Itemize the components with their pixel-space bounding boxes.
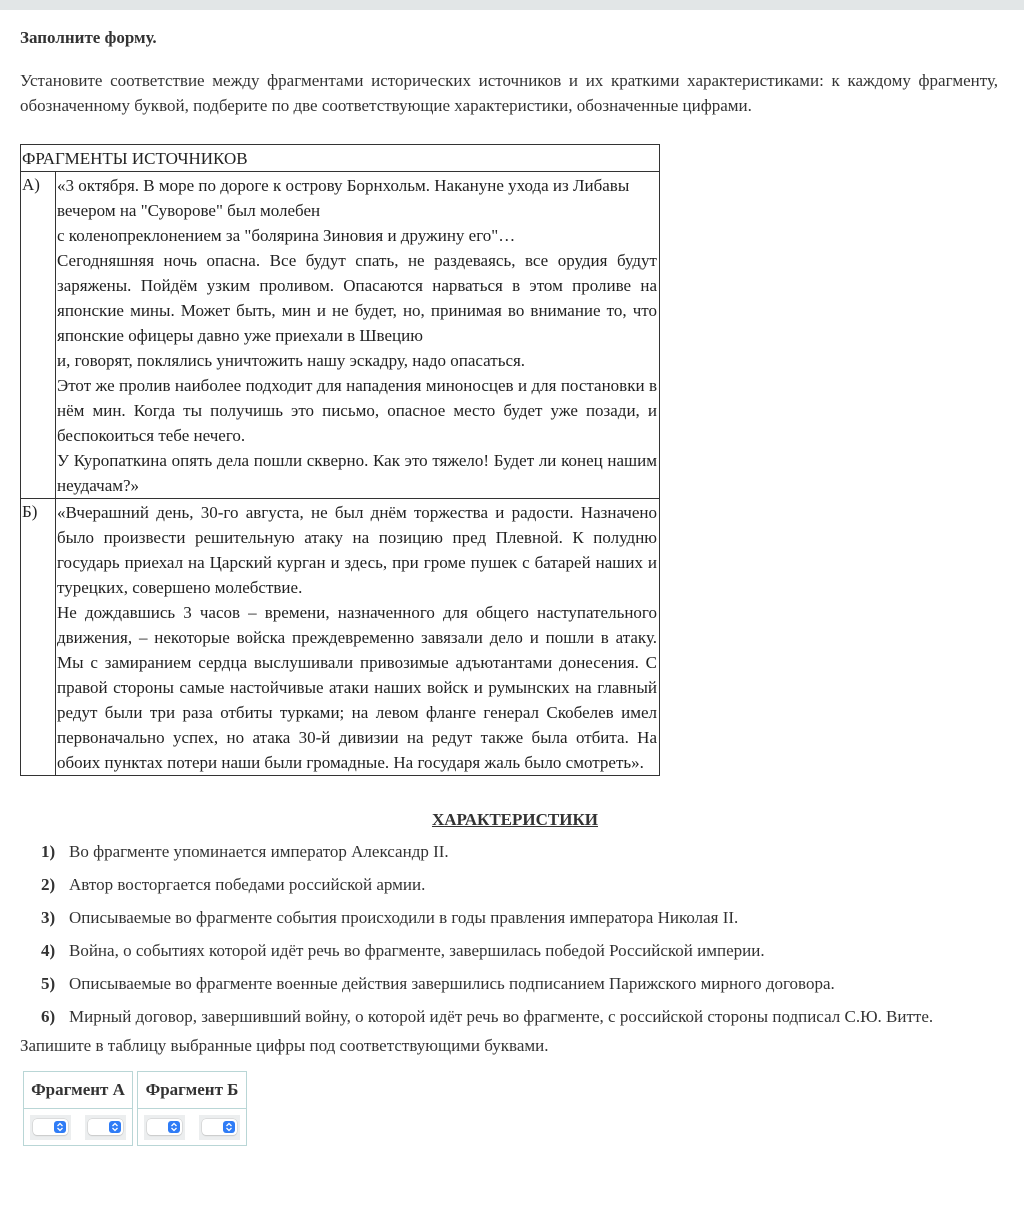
- item-text: Описываемые во фрагменте военные действия завершились подписанием Парижского мирного договора.: [69, 974, 835, 993]
- fragment-a-select-1[interactable]: [33, 1119, 68, 1135]
- select-stepper-icon: [223, 1121, 235, 1133]
- fragment-a-select-2[interactable]: [88, 1119, 123, 1135]
- source-paragraph: «Вчерашний день, 30-го августа, не был днём торжества и радости. Назначено было произвести решительную атаку на позицию пред Плевной. К полудню государь приехал на Царский курган и здесь, при громе пушек с батарей наших и турецких, совершено молебствие.: [57, 503, 657, 597]
- source-text: [56, 172, 660, 499]
- fragment-b-select-2[interactable]: [202, 1119, 237, 1135]
- source-paragraph: У Куропаткина опять дела пошли скверно. Как это тяжело! Будет ли конец нашим неудачам?»: [57, 451, 657, 495]
- answer-column-header: Фрагмент А: [24, 1072, 133, 1109]
- source-row-a: [21, 172, 660, 499]
- source-paragraph: Сегодняшняя ночь опасна. Все будут спать, не раздеваясь, все орудия будут заряжены. Пойдём узким проливом. Опасаются нарваться в этом проливе на японские мины. Может быть, мин и не будет, но, принимая во внимание то, что японские офицеры давно уже приехали в Швецию: [57, 251, 657, 345]
- form-content: [0, 27, 1024, 1146]
- item-number: 4): [41, 941, 56, 960]
- source-paragraph: Не дождавшись 3 часов – времени, назначенного для общего наступательного движения, – некоторые войска преждевременно завязали дело и пошли в атаку. Мы с замиранием сердца выслушивали привозимые адъютантами донесения. С правой стороны самые настойчивые атаки наших войск и румынских на главный редут были три раза отбиты турками; на левом фланге генерал Скобелев имел первоначально успех, но атака 30-й дивизии на редут также была отбита. На обоих пунктах потери наши были громадные. На государя жаль было смотреть».: [57, 603, 657, 772]
- source-paragraph: Этот же пролив наиболее подходит для нападения миноносцев и для постановки в нём мин. Когда ты получишь это письмо, опасное место будет уже позади, и беспокоиться тебе нечего.: [57, 376, 657, 445]
- fragment-b-select-1[interactable]: [147, 1119, 182, 1135]
- characteristic-item: [41, 1006, 998, 1028]
- form-title: Заполните форму.: [20, 28, 157, 47]
- source-row-b: [21, 499, 660, 776]
- item-number: 6): [41, 1007, 56, 1026]
- top-bar: [0, 0, 1024, 10]
- answer-instruction: Запишите в таблицу выбранные цифры под соответствующими буквами.: [20, 1036, 549, 1055]
- source-text: [56, 499, 660, 776]
- source-letter: Б): [21, 499, 56, 776]
- item-text: Описываемые во фрагменте события происходили в годы правления императора Николая II.: [69, 908, 739, 927]
- sources-table-header: ФРАГМЕНТЫ ИСТОЧНИКОВ: [21, 145, 660, 172]
- answer-table-fragment-b: [137, 1071, 247, 1146]
- task-instruction: Установите соответствие между фрагментами исторических источников и их краткими характеристиками: к каждому фрагменту, обозначенному буквой, подберите по две соответствующие характеристики, обозначенные цифрами.: [20, 71, 998, 115]
- answer-column-header: Фрагмент Б: [138, 1072, 247, 1109]
- select-stepper-icon: [109, 1121, 121, 1133]
- item-number: 5): [41, 974, 56, 993]
- characteristic-item: [41, 973, 998, 995]
- source-paragraph: и, говорят, поклялись уничтожить нашу эскадру, надо опасаться.: [57, 351, 526, 370]
- characteristics-title: ХАРАКТЕРИСТИКИ: [431, 810, 599, 829]
- item-text: Мирный договор, завершивший войну, о которой идёт речь во фрагменте, с российской стороны подписал С.Ю. Витте.: [69, 1007, 934, 1026]
- item-number: 1): [41, 842, 56, 861]
- item-number: 2): [41, 875, 56, 894]
- item-text: Война, о событиях которой идёт речь во фрагменте, завершилась победой Российской империи.: [69, 941, 765, 960]
- select-stepper-icon: [54, 1121, 66, 1133]
- characteristic-item: [41, 841, 998, 863]
- source-paragraph: «3 октября. В море по дороге к острову Борнхольм. Накануне ухода из Либавы вечером на "Суворове" был молебен: [57, 176, 630, 220]
- item-number: 3): [41, 908, 56, 927]
- sources-table: [20, 144, 660, 776]
- characteristic-item: [41, 940, 998, 962]
- characteristic-item: [41, 907, 998, 929]
- characteristics-list: [41, 841, 998, 1028]
- answer-tables: [23, 1071, 998, 1146]
- answer-table-fragment-a: [23, 1071, 133, 1146]
- item-text: Во фрагменте упоминается император Александр II.: [69, 842, 449, 861]
- select-stepper-icon: [168, 1121, 180, 1133]
- source-paragraph: с коленопреклонением за "болярина Зиновия и дружину его"…: [57, 226, 516, 245]
- item-text: Автор восторгается победами российской армии.: [69, 875, 426, 894]
- source-letter: А): [21, 172, 56, 499]
- characteristic-item: [41, 874, 998, 896]
